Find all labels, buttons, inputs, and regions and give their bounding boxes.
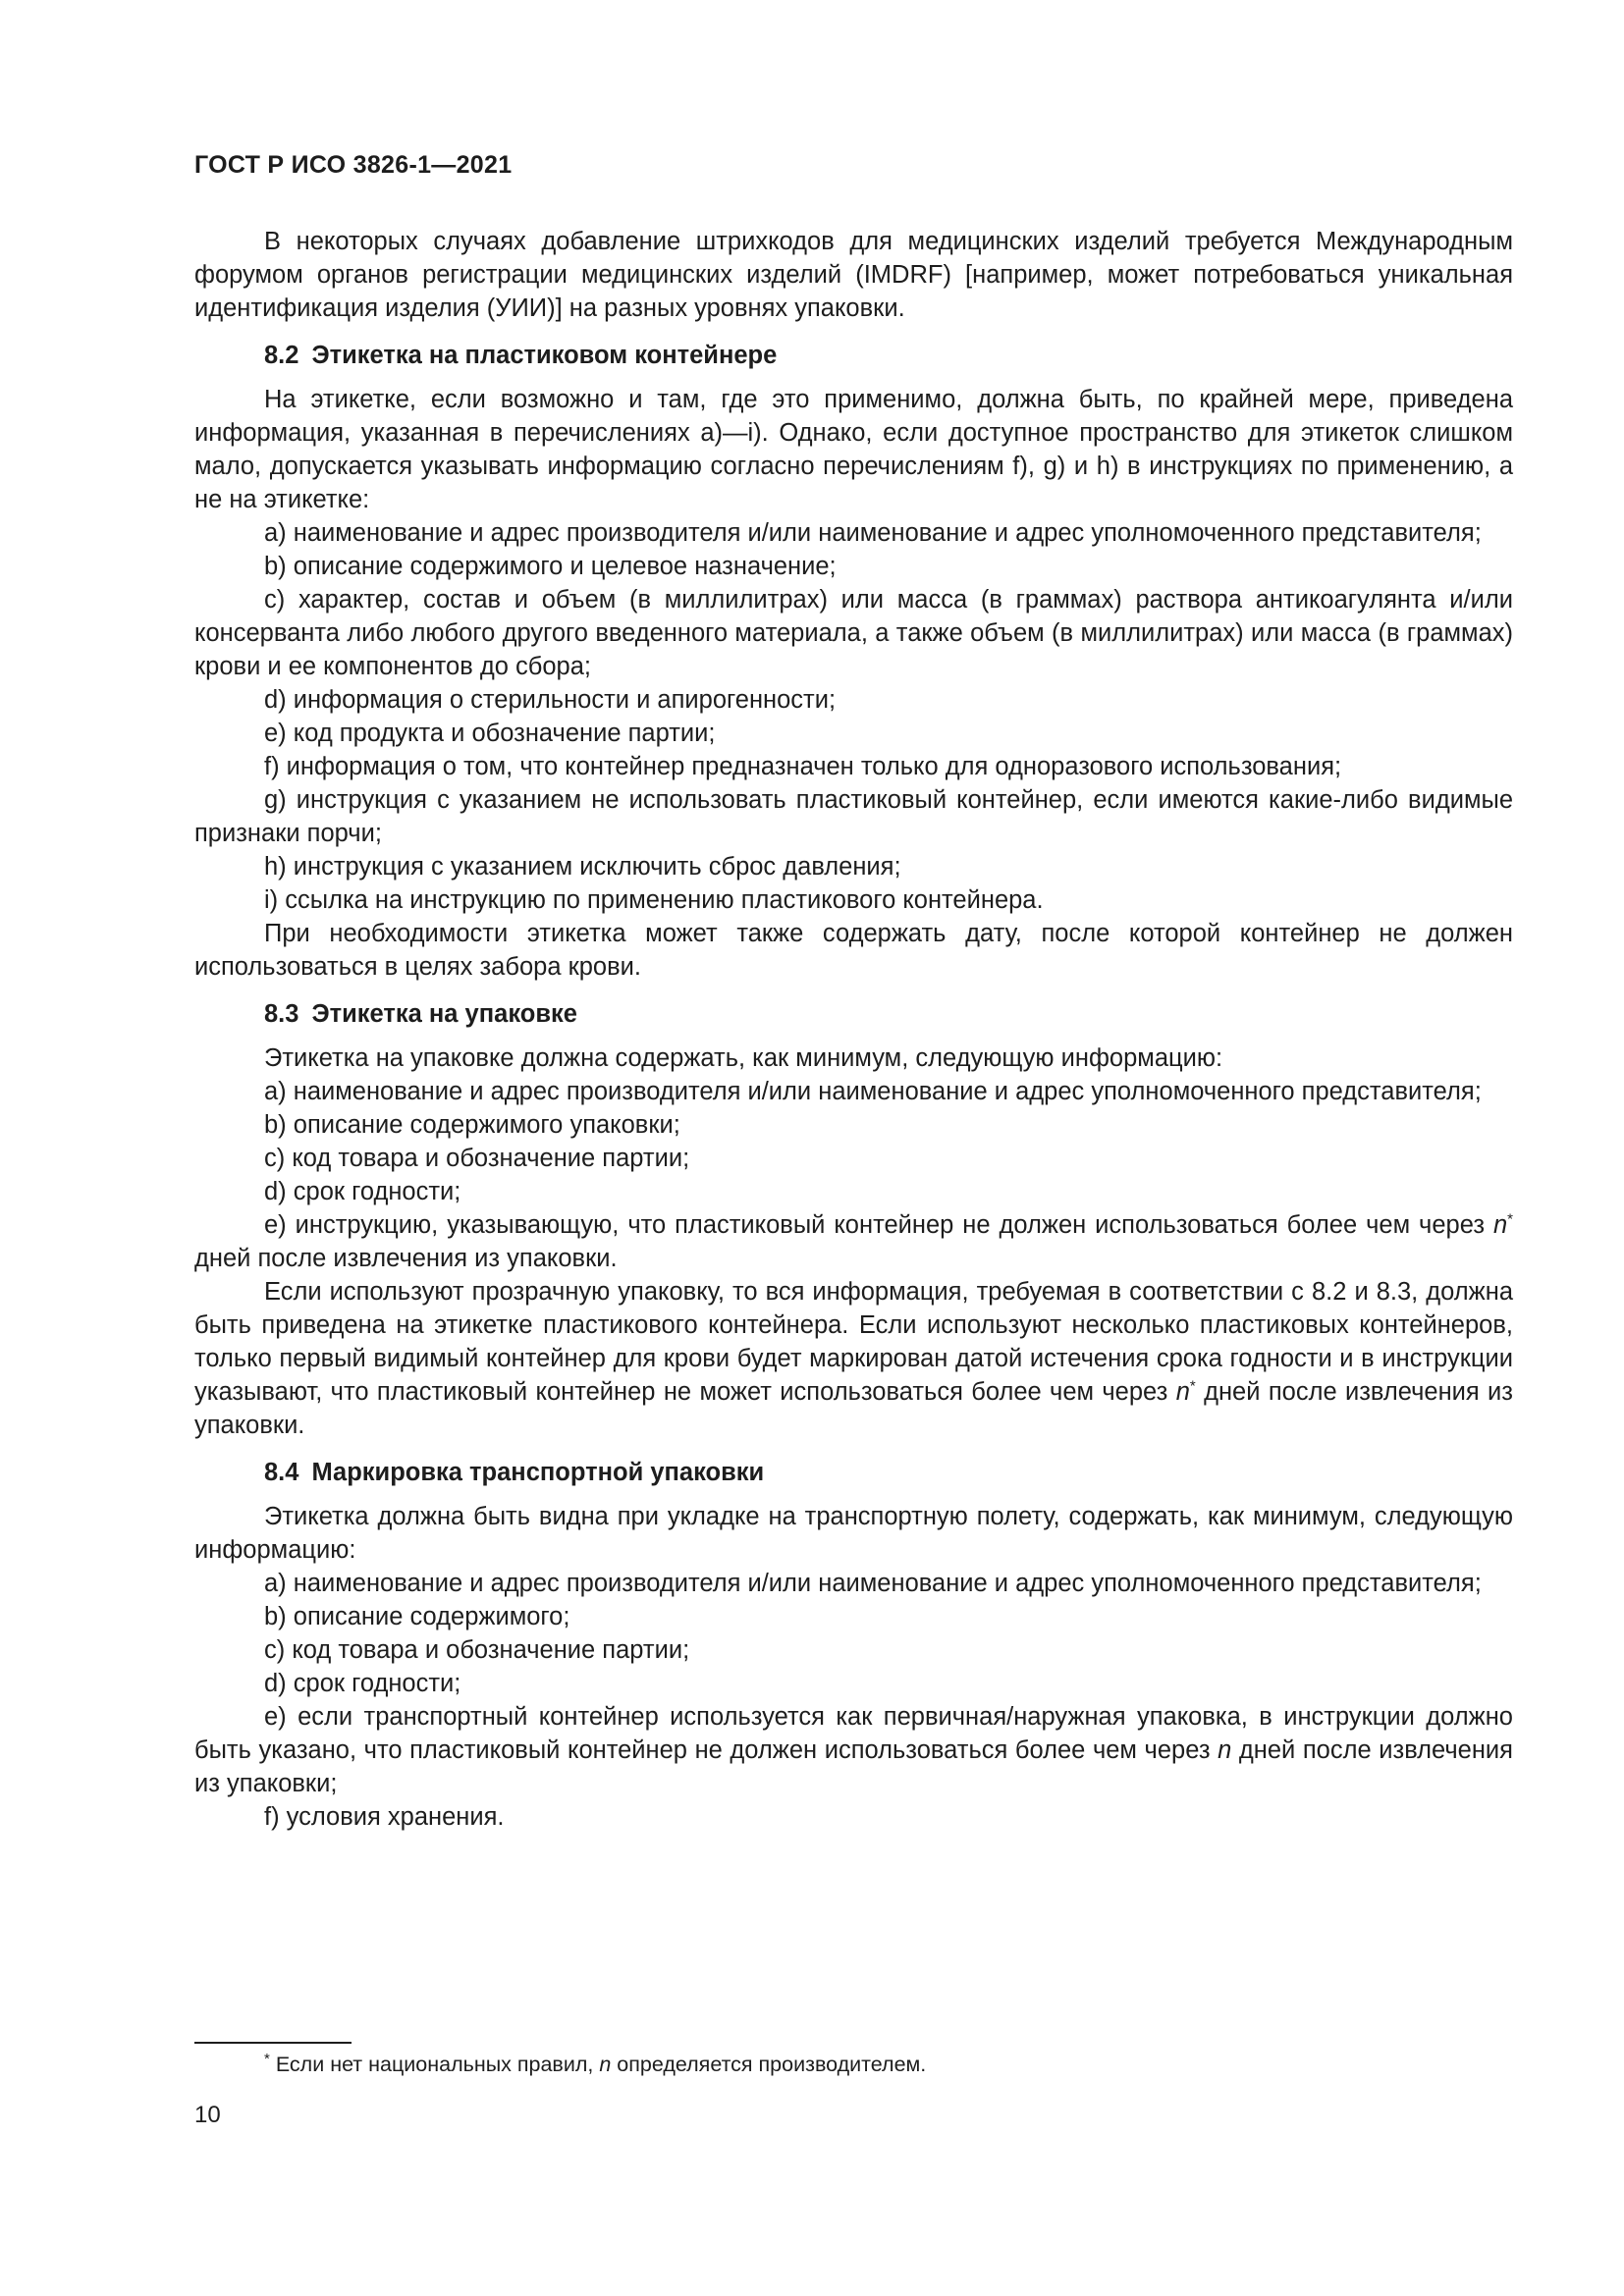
list-item xyxy=(194,1700,1513,1800)
list-item: e) код продукта и обозначение партии; xyxy=(264,720,716,747)
footnote-marker: * xyxy=(264,2050,270,2067)
list-item: g) инструкция с указанием не использовать пластиковый контейнер, если имеются какие-либо видимые признаки порчи; xyxy=(194,786,1513,847)
list-item: c) характер, состав и объем (в миллилитрах) или масса (в граммах) раствора антикоагулянта и/или консерванта либо любого другого введенного материала, а также объем (в миллилитрах) или масса (в граммах) крови и ее компонентов до сбора; xyxy=(194,586,1513,680)
section-tail-paragraph xyxy=(194,1275,1513,1442)
footnote-text: Если нет национальных правил, xyxy=(269,2053,600,2076)
list-item: c) код товара и обозначение партии; xyxy=(264,1636,690,1664)
section-lead: На этикетке, если возможно и там, где это применимо, должна быть, по крайней мере, приведена информация, указанная в перечислениях а)—i). Однако, если доступное пространство для этикеток слишком мало, допускается указывать информацию согласно перечислениям f), g) и h) в инструкциях по применению, а не на этикетке: xyxy=(194,386,1513,513)
section-lead: Этикетка на упаковке должна содержать, как минимум, следующую информацию: xyxy=(264,1044,1223,1072)
list-item: b) описание содержимого упаковки; xyxy=(264,1111,680,1139)
list-item: a) наименование и адрес производителя и/или наименование и адрес уполномоченного представителя; xyxy=(264,519,1482,547)
section-heading-8-3 xyxy=(194,997,1513,1031)
section-number: 8.3 xyxy=(264,1000,299,1028)
item-text: e) если транспортный контейнер используется как первичная/наружная упаковка, в инструкции должно быть указано, что пластиковый контейнер не должен использоваться более чем через xyxy=(194,1703,1513,1764)
footnote-marker: * xyxy=(1507,1210,1513,1228)
section-number: 8.2 xyxy=(264,342,299,369)
list-item: f) условия хранения. xyxy=(264,1803,505,1831)
section-heading-8-2 xyxy=(194,339,1513,372)
variable-n: n xyxy=(1175,1378,1190,1406)
list-item: b) описание содержимого; xyxy=(264,1603,570,1630)
list-item: a) наименование и адрес производителя и/или наименование и адрес уполномоченного представителя; xyxy=(264,1078,1482,1105)
variable-n: n xyxy=(599,2053,612,2076)
footnote-text: определяется производителем. xyxy=(611,2053,927,2076)
list-item: c) код товара и обозначение партии; xyxy=(264,1145,690,1172)
section-title: Маркировка транспортной упаковки xyxy=(311,1459,765,1486)
list-item: d) срок годности; xyxy=(264,1670,461,1697)
section-number: 8.4 xyxy=(264,1459,299,1486)
variable-n: n xyxy=(1492,1211,1508,1239)
list-item xyxy=(194,1208,1513,1275)
variable-n: n xyxy=(1218,1736,1232,1764)
section-heading-8-4 xyxy=(194,1456,1513,1489)
paragraph-text: дней после извлечения из упаковки. xyxy=(194,1378,1513,1439)
item-text: дней после извлечения из упаковки; xyxy=(194,1736,1513,1797)
page-content xyxy=(194,225,1513,1834)
list-item: f) информация о том, что контейнер предназначен только для одноразового использования; xyxy=(264,753,1342,780)
item-text: e) инструкцию, указывающую, что пластиковый контейнер не должен использоваться более чем через xyxy=(264,1211,1493,1239)
item-text: дней после извлечения из упаковки. xyxy=(194,1245,618,1272)
footnote-marker: * xyxy=(1189,1377,1196,1395)
section-title: Этикетка на упаковке xyxy=(311,1000,577,1028)
footnote xyxy=(264,2050,926,2079)
list-item: h) инструкция с указанием исключить сброс давления; xyxy=(264,853,901,881)
paragraph-text: Если используют прозрачную упаковку, то вся информация, требуемая в соответствии с 8.2 и 8.3, должна быть приведена на этикетке пластикового контейнера. Если используют несколько пластиковых контейнеров, только первый видимый контейнер для крови будет маркирован датой истечения срока годности и в инструкции указывают, что пластиковый контейнер не может использоваться более чем через xyxy=(194,1278,1513,1406)
page-number: 10 xyxy=(194,2102,221,2128)
list-item: i) ссылка на инструкцию по применению пластикового контейнера. xyxy=(264,886,1044,914)
section-title: Этикетка на пластиковом контейнере xyxy=(311,342,778,369)
document-header: ГОСТ Р ИСО 3826-1—2021 xyxy=(194,151,513,179)
footnote-divider xyxy=(194,2042,352,2044)
section-tail-paragraph: При необходимости этикетка может также содержать дату, после которой контейнер не должен использоваться в целях забора крови. xyxy=(194,920,1513,981)
list-item: d) срок годности; xyxy=(264,1178,461,1205)
intro-paragraph: В некоторых случаях добавление штрихкодов для медицинских изделий требуется Международным форумом органов регистрации медицинских изделий (IMDRF) [например, может потребоваться уникальная идентификация изделия (УИИ)] на разных уровнях упаковки. xyxy=(194,228,1513,322)
section-lead: Этикетка должна быть видна при укладке на транспортную полету, содержать, как минимум, следующую информацию: xyxy=(194,1503,1513,1564)
list-item: d) информация о стерильности и апирогенности; xyxy=(264,686,837,714)
list-item: b) описание содержимого и целевое назначение; xyxy=(264,553,837,580)
list-item: a) наименование и адрес производителя и/или наименование и адрес уполномоченного представителя; xyxy=(264,1570,1482,1597)
